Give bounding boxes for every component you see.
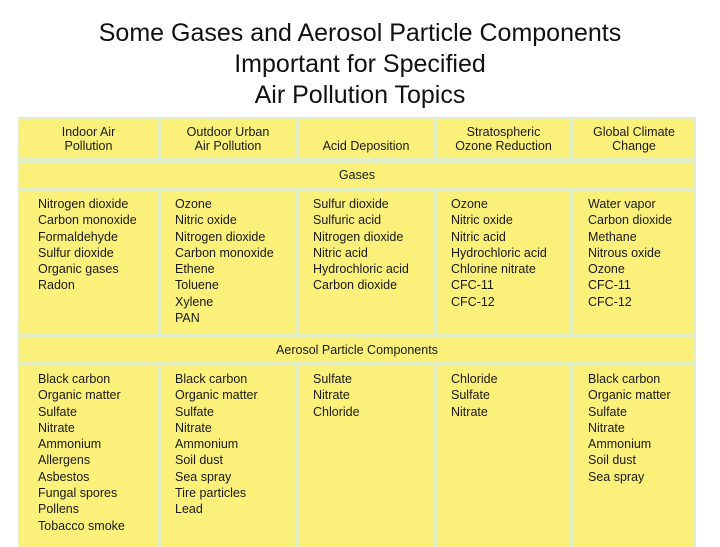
list-item: CFC-12: [588, 294, 632, 309]
list-item: CFC-12: [451, 294, 495, 309]
list-item: Black carbon: [38, 372, 111, 386]
list-item: Nitrate: [38, 420, 75, 435]
list-item: Nitrate: [451, 404, 488, 419]
list-item: Carbon monoxide: [175, 245, 274, 260]
list-item: Carbon monoxide: [38, 213, 137, 228]
aerosol-outdoor-urban: [161, 366, 295, 547]
list-item: Sulfate: [175, 404, 214, 419]
list-item: Organic matter: [38, 388, 121, 403]
aerosol-stratospheric-ozone: [437, 366, 570, 547]
gases-acid-deposition: [299, 191, 433, 333]
list-item: Ammonium: [588, 437, 652, 452]
header-line-1: Indoor Air: [61, 124, 116, 139]
list-item: Asbestos: [38, 469, 90, 484]
list-item: Sea spray: [175, 469, 232, 484]
list-item: Xylene: [175, 294, 214, 309]
header-line-1: Acid Deposition: [322, 139, 410, 153]
list-item: Black carbon: [175, 372, 248, 386]
list-item: Nitrogen dioxide: [175, 229, 266, 244]
list-item: Radon: [38, 278, 75, 293]
list-item: Nitrate: [588, 420, 625, 435]
list-item: Organic matter: [175, 388, 258, 403]
list-item: Nitric acid: [451, 229, 506, 244]
list-item: Nitric acid: [313, 245, 368, 260]
list-item: Nitric oxide: [175, 213, 237, 228]
list-item: Chloride: [451, 372, 498, 386]
list-item: Organic matter: [588, 388, 671, 403]
header-acid-deposition: [299, 119, 433, 158]
gases-band: [20, 163, 694, 187]
list-item: Ozone: [451, 197, 488, 211]
list-item: Sulfate: [451, 388, 490, 403]
list-item: Nitrogen dioxide: [38, 197, 129, 211]
gases-label: Gases: [338, 168, 376, 182]
list-item: Fungal spores: [38, 486, 118, 501]
list-item: Chlorine nitrate: [451, 262, 536, 277]
header-line-2: Pollution: [64, 138, 113, 153]
list-item: Carbon dioxide: [313, 278, 398, 293]
list-item: Sulfate: [38, 404, 77, 419]
list-item: Ozone: [175, 197, 212, 211]
page-title: [0, 18, 720, 111]
list-item: Hydrochloric acid: [451, 245, 547, 260]
list-item: Pollens: [38, 502, 79, 517]
list-item: Tire particles: [175, 486, 247, 501]
header-line-1: Global Climate: [593, 124, 675, 139]
header-line-2: Change: [612, 138, 656, 153]
list-item: Nitric oxide: [451, 213, 513, 228]
title-line-3: Air Pollution Topics: [254, 81, 466, 109]
list-item: Ammonium: [38, 437, 102, 452]
header-line-1: Outdoor Urban: [186, 124, 270, 139]
header-outdoor-urban: [161, 119, 295, 158]
aerosol-band: [20, 338, 694, 362]
gases-global-climate: [574, 191, 694, 333]
list-item: Soil dust: [175, 453, 223, 468]
list-item: Sulfate: [588, 404, 627, 419]
list-item: Ozone: [588, 262, 625, 277]
list-item: Black carbon: [588, 372, 661, 386]
list-item: Lead: [175, 502, 203, 517]
list-item: Carbon dioxide: [588, 213, 673, 228]
list-item: Sulfur dioxide: [313, 197, 389, 211]
list-item: Tobacco smoke: [38, 518, 125, 533]
aerosol-acid-deposition: [299, 366, 433, 547]
aerosol-global-climate: [574, 366, 694, 547]
list-item: Sea spray: [588, 469, 645, 484]
aerosol-indoor-air: [20, 366, 157, 547]
gases-outdoor-urban: [161, 191, 295, 333]
header-stratospheric-ozone: [437, 119, 570, 158]
header-line-1: Stratospheric: [466, 124, 541, 139]
gases-indoor-air: [20, 191, 157, 333]
gases-stratospheric-ozone: [437, 191, 570, 333]
aerosol-label: Aerosol Particle Components: [276, 343, 438, 357]
list-item: PAN: [175, 311, 200, 326]
list-item: Allergens: [38, 453, 91, 468]
list-item: Hydrochloric acid: [313, 262, 409, 277]
list-item: Nitrogen dioxide: [313, 229, 404, 244]
list-item: Formaldehyde: [38, 229, 118, 244]
list-item: Water vapor: [588, 197, 656, 211]
list-item: Nitrate: [313, 388, 350, 403]
header-indoor-air: [20, 119, 157, 158]
list-item: Methane: [588, 229, 637, 244]
list-item: Sulfuric acid: [313, 213, 382, 228]
list-item: Soil dust: [588, 453, 636, 468]
list-item: CFC-11: [451, 278, 494, 293]
list-item: Toluene: [175, 278, 219, 293]
header-global-climate: [574, 119, 694, 158]
list-item: CFC-11: [588, 278, 631, 293]
header-line-2: Air Pollution: [194, 138, 262, 153]
title-line-2: Important for Specified: [234, 50, 486, 78]
list-item: Sulfur dioxide: [38, 245, 114, 260]
list-item: Nitrous oxide: [588, 245, 661, 260]
list-item: Organic gases: [38, 262, 119, 277]
list-item: Sulfate: [313, 372, 352, 386]
list-item: Ethene: [175, 262, 215, 277]
list-item: Chloride: [313, 404, 360, 419]
title-line-1: Some Gases and Aerosol Particle Components: [98, 19, 622, 47]
list-item: Nitrate: [175, 420, 212, 435]
header-line-2: Ozone Reduction: [455, 138, 552, 153]
list-item: Ammonium: [175, 437, 239, 452]
pollution-table: [18, 117, 696, 547]
